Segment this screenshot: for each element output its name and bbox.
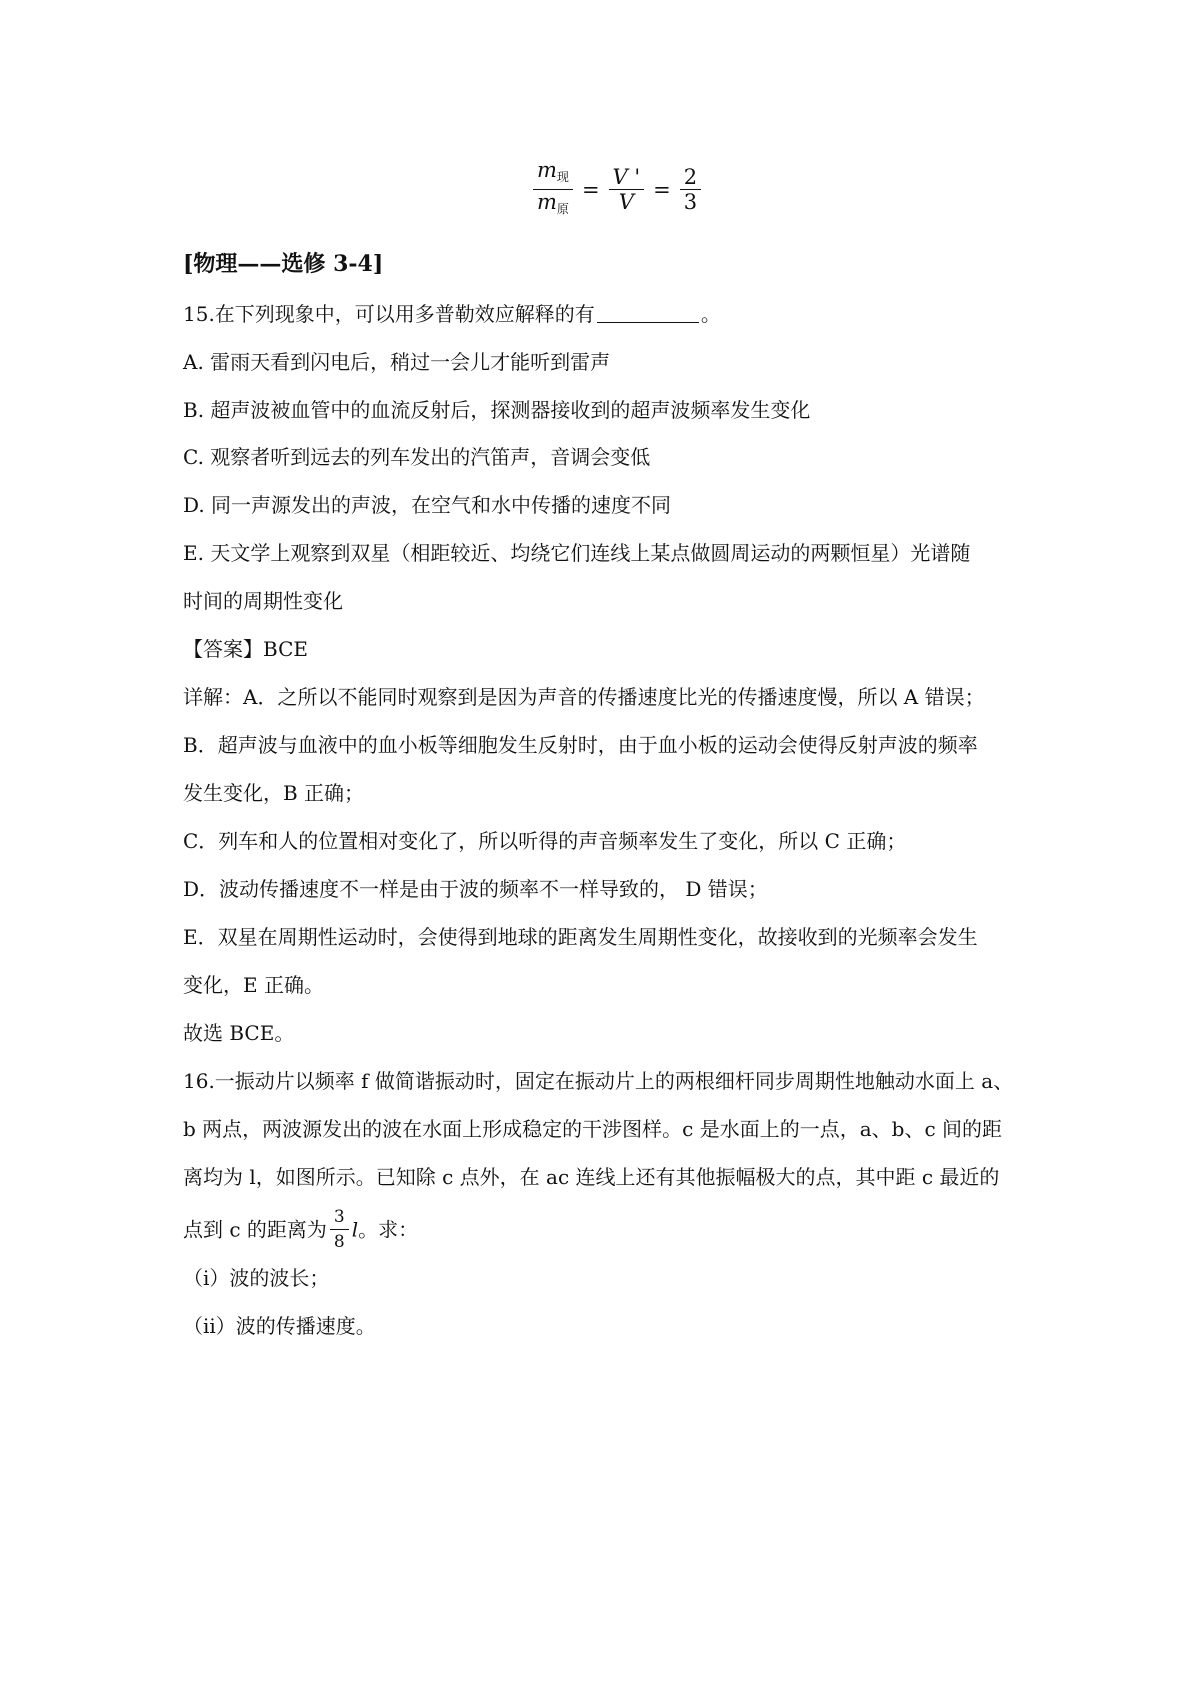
q15-conclusion: 故选 BCE。	[183, 1021, 295, 1045]
frac-denominator: 8	[333, 1232, 345, 1252]
q15-answer: 【答案】BCE	[183, 637, 308, 661]
q15-explanation-line: C．列车和人的位置相对变化了，所以听得的声音频率发生了变化，所以 C 正确；	[183, 829, 907, 853]
q15-explanation-line: 发生变化，B 正确；	[183, 781, 365, 805]
q15-explanation-line: 变化，E 正确。	[183, 973, 324, 997]
equals-sign: =	[653, 177, 671, 202]
q15-explanation-line: 详解：A．之所以不能同时观察到是因为声音的传播速度比光的传播速度慢，所以 A 错误；	[183, 685, 985, 709]
q16-subquestion-1: （i）波的波长；	[183, 1266, 330, 1290]
q16-line: 16.一振动片以频率 f 做简谐振动时，固定在振动片上的两根细杆同步周期性地触动水面上 a、	[183, 1069, 1014, 1093]
equals-sign: =	[581, 177, 600, 202]
lhs-numerator-sub: 现	[556, 170, 569, 184]
q15-option-a: A. 雷雨天看到闪电后，稍过一会儿才能听到雷声	[183, 350, 611, 374]
mass-ratio-equation	[530, 158, 704, 221]
q16-line4-text: 点到 c 的距离为	[183, 1217, 327, 1242]
answer-blank	[597, 304, 699, 323]
q16-line: 离均为 l，如图所示。已知除 c 点外，在 ac 连线上还有其他振幅极大的点，其中距 c 最近的	[183, 1165, 1000, 1189]
q15-explanation-line: E．双星在周期性运动时，会使得到地球的距离发生周期性变化，故接收到的光频率会发生	[183, 925, 978, 949]
q15-stem-end: 。	[700, 302, 721, 326]
q16-line: b 两点，两波源发出的波在水面上形成稳定的干涉图样。c 是水面上的一点，a、b、c 间的距	[183, 1117, 1003, 1141]
mass-fraction	[533, 158, 573, 221]
q16-line-with-fraction	[183, 1198, 418, 1260]
rhs-numerator: 2	[683, 165, 698, 189]
value-fraction	[680, 165, 701, 214]
mid-denominator: V	[618, 190, 634, 214]
q15-option-d: D. 同一声源发出的声波，在空气和水中传播的速度不同	[183, 493, 672, 517]
q15-explanation-line: D．波动传播速度不一样是由于波的频率不一样导致的， D 错误；	[183, 877, 768, 901]
q15-option-e: E. 天文学上观察到双星（相距较近、均绕它们连线上某点做圆周运动的两颗恒星）光谱随	[183, 541, 971, 565]
q15-option-b: B. 超声波被血管中的血流反射后，探测器接收到的超声波频率发生变化	[183, 398, 811, 422]
section-heading: [物理——选修 3-4]	[183, 251, 384, 277]
q16-subquestion-2: （ii）波的传播速度。	[183, 1314, 376, 1338]
mid-numerator: V '	[612, 165, 641, 189]
lhs-denominator-sub: 原	[556, 202, 569, 216]
q16-line4-end: 。求：	[358, 1217, 419, 1242]
frac-variable: l	[351, 1217, 359, 1242]
q15-stem-text: 15.在下列现象中，可以用多普勒效应解释的有	[183, 302, 595, 326]
q15-explanation-line: B．超声波与血液中的血小板等细胞发生反射时，由于血小板的运动会使得反射声波的频率	[183, 733, 978, 757]
three-eighths-fraction	[330, 1205, 349, 1254]
q15-option-c: C. 观察者听到远去的列车发出的汽笛声，音调会变低	[183, 445, 651, 469]
volume-fraction	[609, 165, 645, 214]
rhs-denominator: 3	[683, 190, 698, 214]
q15-option-e-cont: 时间的周期性变化	[183, 589, 343, 613]
lhs-denominator: m	[537, 190, 557, 214]
lhs-numerator: m	[537, 158, 557, 182]
q15-stem	[183, 300, 721, 328]
frac-numerator: 3	[333, 1207, 345, 1227]
